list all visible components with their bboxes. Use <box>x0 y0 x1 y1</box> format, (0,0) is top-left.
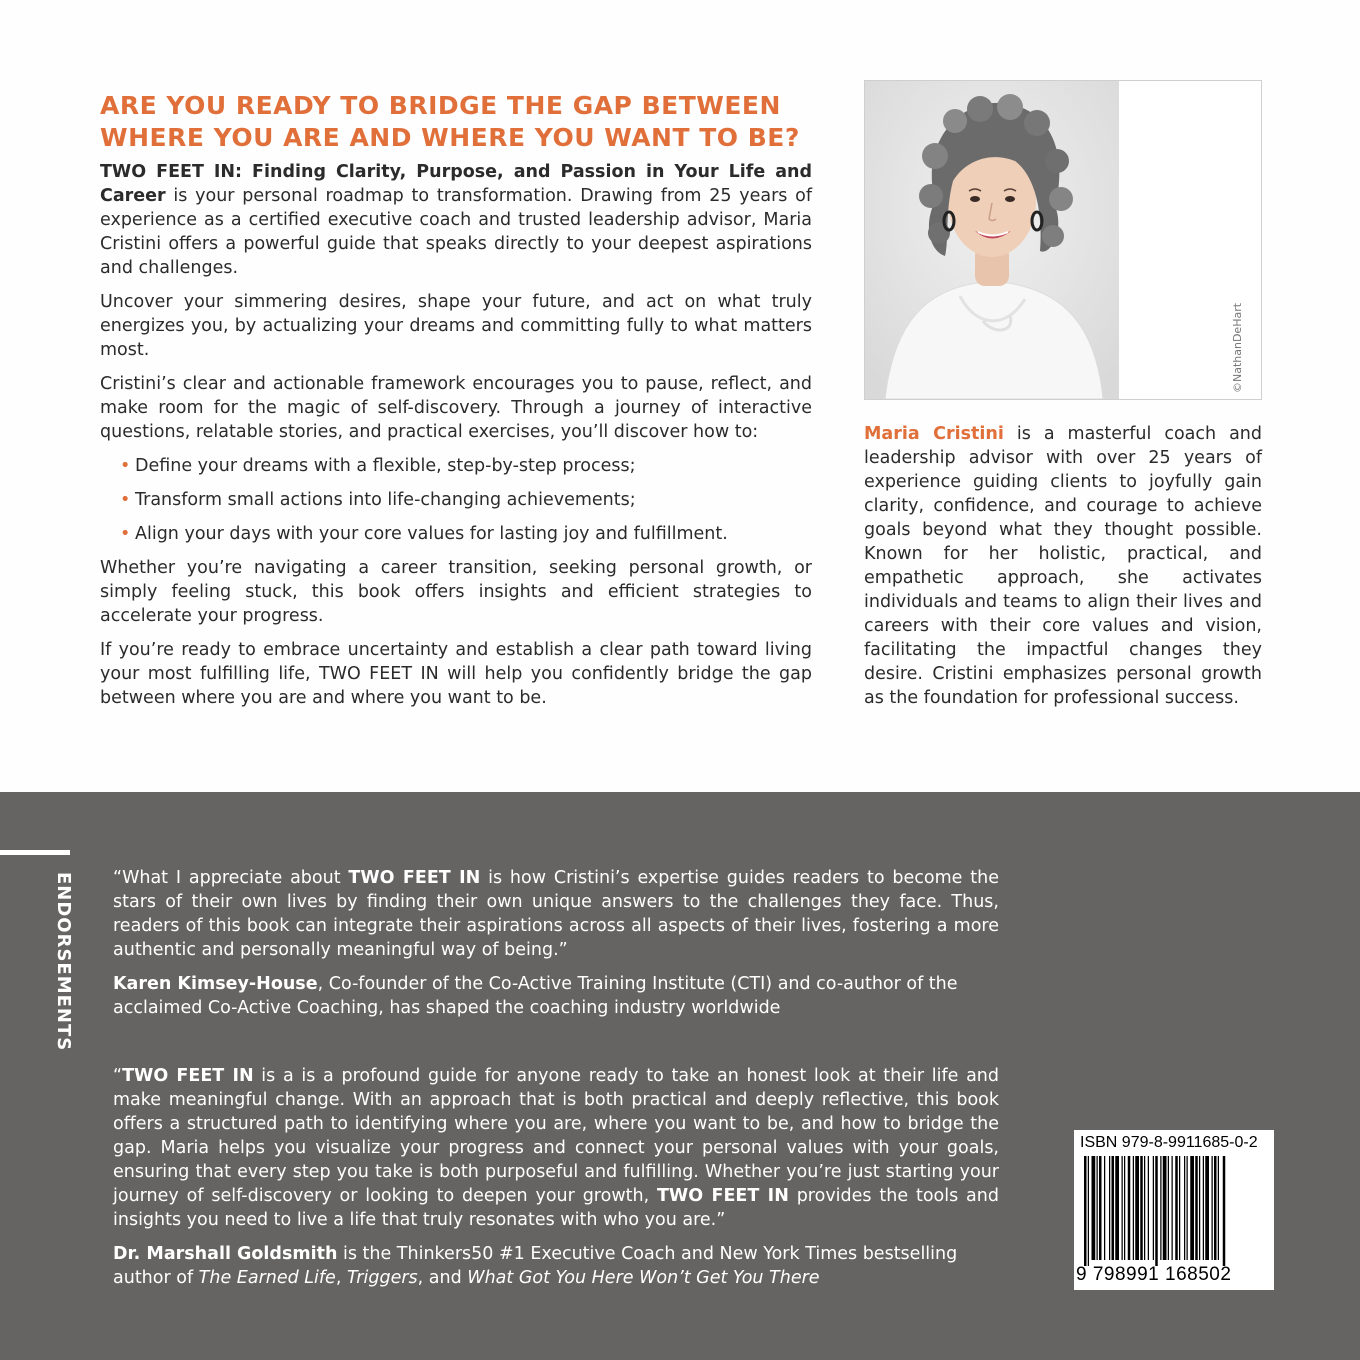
bullet-text: Define your dreams with a flexible, step-by-step process; <box>135 456 636 476</box>
barcode-bar <box>1115 1156 1119 1260</box>
quote-text: is a is a profound guide for anyone ready to take an honest look at their life and make meaningful change. With an approach that is both practical and deeply reflective, this book offers a structured path to identifying where you are, where you want to be, and how to bridge the gap. Maria helps you visualize your progress and connect your personal values with your goals, ensuring that every step you take is both purposeful and fulfilling. Whether you’re just starting your journey of self-discovery or looking to deepen your growth, <box>113 1066 999 1206</box>
photo-credit-wrap <box>1231 302 1245 400</box>
barcode-bar <box>1144 1156 1145 1260</box>
barcode-bar <box>1148 1156 1149 1260</box>
barcode-bar <box>1163 1156 1167 1260</box>
isbn-label: ISBN 979-8-9911685-0-2 <box>1080 1134 1258 1151</box>
barcode-bar <box>1109 1156 1110 1260</box>
endorsements-label: ENDORSEMENTS <box>53 872 74 1052</box>
barcode-bar <box>1223 1156 1226 1266</box>
headline <box>100 90 812 154</box>
list-item <box>120 522 812 546</box>
quote-book-title: TWO FEET IN <box>122 1066 254 1086</box>
barcode-bar <box>1184 1156 1185 1260</box>
bullet-text: Transform small actions into life-changing achievements; <box>135 490 636 510</box>
book-title: TWO FEET IN: Finding Clarity, Purpose, and Passion in Your Life and Career <box>100 162 812 206</box>
barcode-bar <box>1212 1156 1213 1260</box>
list-item <box>120 454 812 478</box>
photo-credit: ©NathanDeHart <box>1231 302 1244 393</box>
barcode-digits: 9 798991 168502 <box>1076 1264 1232 1285</box>
quote-text: is how Cristini’s expertise guides readers to become the stars of their own lives by finding their own unique answers to the challenges they face. Thus, readers of this book can integrate their aspirations across all aspects of their lives, fostering a more authentic and personally meaningful way of being.” <box>113 868 999 960</box>
barcode-bar <box>1124 1156 1125 1260</box>
book-title-italic: What Got You Here Won’t Get You There <box>467 1268 820 1288</box>
barcode-bar <box>1133 1156 1134 1260</box>
barcode-bar <box>1195 1156 1198 1260</box>
separator: , <box>335 1268 347 1288</box>
barcode-bar <box>1160 1156 1161 1260</box>
headline-line-1: ARE YOU READY TO BRIDGE THE GAP BETWEEN <box>100 91 781 120</box>
barcode-bar <box>1155 1156 1158 1266</box>
author-name: Maria Cristini <box>864 424 1004 444</box>
barcode-bar <box>1203 1156 1204 1260</box>
barcode-bar <box>1112 1156 1115 1260</box>
author-photo-frame <box>864 80 1262 400</box>
book-title-italic: The Earned Life <box>198 1268 336 1288</box>
intro-text: is your personal roadmap to transformation. Drawing from 25 years of experience as a certified executive coach and trusted leadership advisor, Maria Cristini offers a powerful guide that speaks directly to your deepest aspirations and challenges. <box>100 186 812 278</box>
endorser-role: is the Thinkers50 #1 Executive Coach and New York Times bestselling author of <box>113 1244 958 1288</box>
headline-line-2: WHERE YOU ARE AND WHERE YOU WANT TO BE? <box>100 123 800 152</box>
barcode-bar <box>1140 1156 1143 1260</box>
barcode-box <box>1074 1130 1274 1290</box>
barcode-bar <box>1153 1156 1154 1260</box>
bullet-marker: • <box>120 456 131 476</box>
paragraph-desires: Uncover your simmering desires, shape your future, and act on what truly energizes you, by actualizing your dreams and committing fully to what matters most. <box>100 292 812 360</box>
author-photo <box>865 81 1119 399</box>
endorsement-1-quote <box>113 866 999 962</box>
barcode-bar <box>1088 1156 1089 1266</box>
barcode-bar <box>1175 1156 1178 1260</box>
barcode-bar <box>1190 1156 1194 1260</box>
barcode-bar <box>1097 1156 1098 1260</box>
barcode-bar <box>1135 1156 1139 1260</box>
barcode-bar <box>1179 1156 1180 1260</box>
paragraph-transition: Whether you’re navigating a career transition, seeking personal growth, or simply feeling stuck, this book offers insights and efficient strategies to accelerate your progress. <box>100 558 812 626</box>
bullet-marker: • <box>120 490 131 510</box>
paragraph-closing: If you’re ready to embrace uncertainty and establish a clear path toward living your most fulfilling life, TWO FEET IN will help you confidently bridge the gap between where you are and where you want to be. <box>100 640 812 708</box>
quote-open: “ <box>113 1066 123 1086</box>
barcode-bar <box>1084 1156 1087 1266</box>
barcode-bars <box>1076 1156 1272 1266</box>
endorser-role: , Co-founder of the Co-Active Training Institute (CTI) and co-author of the acclaimed Co-Active Coaching, has shaped the coaching industry worldwide <box>113 974 958 1018</box>
barcode-bar <box>1199 1156 1200 1260</box>
endorser-name: Karen Kimsey-House <box>113 974 318 994</box>
description-column <box>100 90 812 720</box>
author-bio-text: is a masterful coach and leadership advisor with over 25 years of experience guiding clients to joyfully gain clarity, confidence, and courage to achieve goals beyond what they thought possible. Known for her holistic, practical, and empathetic approach, she activates individuals and teams to align their lives and careers with their core values and vision, facilitating the impactful changes they desire. Cristini emphasizes personal growth as the foundation for professional success. <box>864 424 1262 708</box>
list-item <box>120 488 812 512</box>
barcode-bar <box>1092 1156 1096 1260</box>
barcode-bar <box>1099 1156 1102 1260</box>
bullet-marker: • <box>120 524 131 544</box>
quote-book-title: TWO FEET IN <box>348 868 481 888</box>
bullet-text: Align your days with your core values for lasting joy and fulfillment. <box>135 524 728 544</box>
quote-text-end: provides the tools and insights you need to live a life that truly resonates with who you are.” <box>113 1186 999 1230</box>
endorsements-label-wrap <box>53 872 98 1072</box>
barcode-bar <box>1172 1156 1173 1260</box>
book-title-italic: Triggers <box>346 1268 418 1288</box>
quote-book-title: TWO FEET IN <box>657 1186 789 1206</box>
barcode-bar <box>1218 1156 1219 1260</box>
endorsement-1 <box>113 866 999 1020</box>
intro-paragraph <box>100 160 812 280</box>
author-bio <box>864 422 1262 710</box>
section-marker-bar <box>0 850 70 855</box>
barcode-bar <box>1168 1156 1169 1260</box>
endorser-name: Dr. Marshall Goldsmith <box>113 1244 338 1264</box>
paragraph-framework: Cristini’s clear and actionable framework encourages you to pause, reflect, and make room for the magic of self-discovery. Through a journey of interactive questions, relatable stories, and practical exercises, you’ll discover how to: <box>100 374 812 442</box>
barcode-bar <box>1104 1156 1105 1260</box>
endorsement-2-quote <box>113 1064 999 1232</box>
bullet-list <box>100 454 812 546</box>
endorsement-1-attribution <box>113 972 999 1020</box>
barcode-bar <box>1205 1156 1209 1260</box>
endorsement-2 <box>113 1064 999 1290</box>
endorsement-2-attribution <box>113 1242 999 1290</box>
barcode-bar <box>1128 1156 1131 1260</box>
barcode-bar <box>1214 1156 1217 1260</box>
barcode-bar <box>1122 1156 1123 1260</box>
quote-open: “What I appreciate about <box>113 868 349 888</box>
separator: , and <box>417 1268 468 1288</box>
barcode-bar <box>1187 1156 1188 1260</box>
